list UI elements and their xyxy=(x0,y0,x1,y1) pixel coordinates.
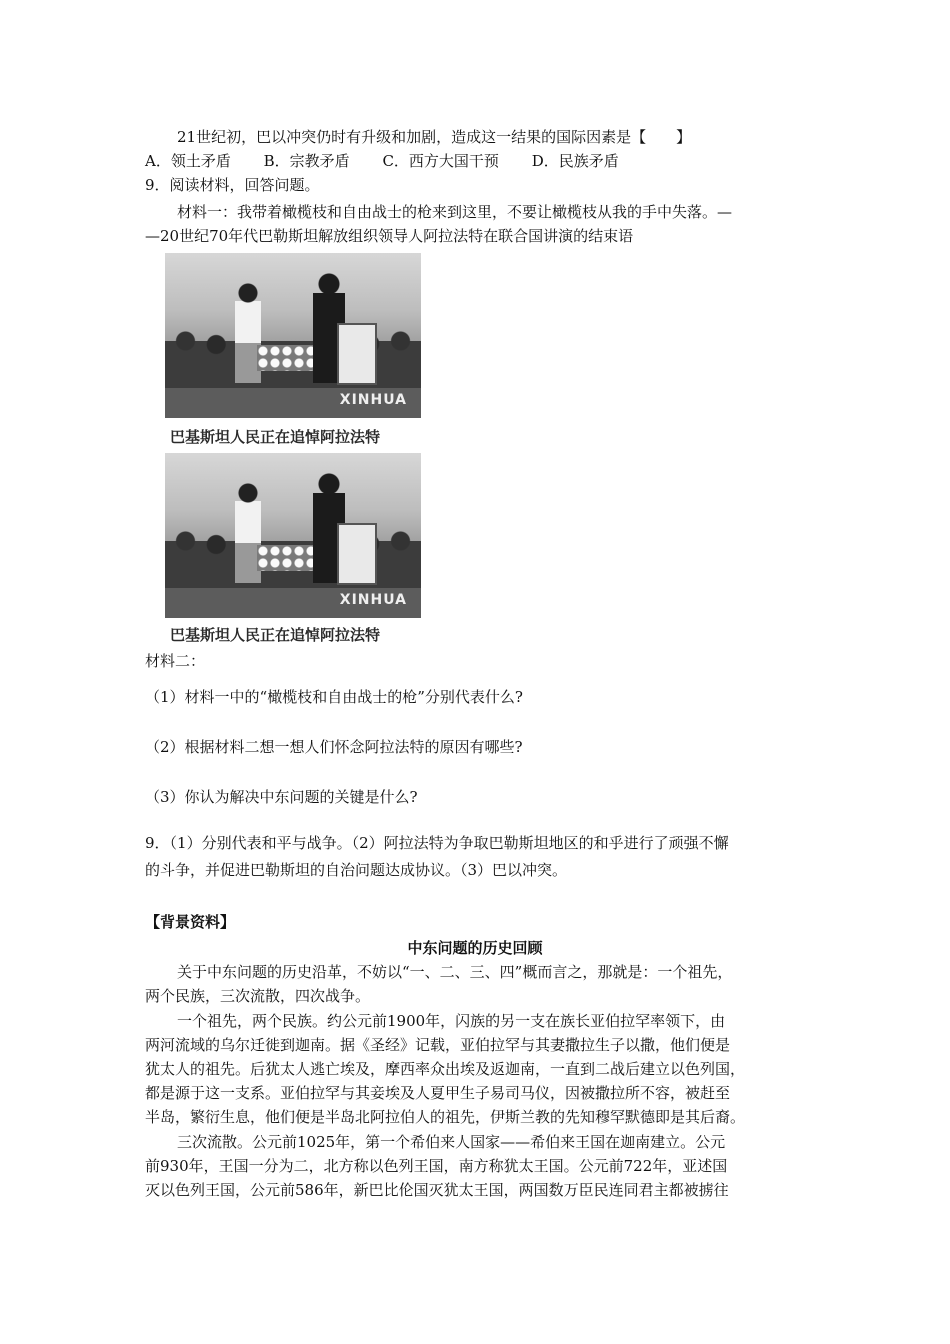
question8-options xyxy=(145,150,619,172)
background-para-line: 两个民族，三次流散，四次战争。 xyxy=(145,987,371,1005)
photo-watermark: XINHUA xyxy=(339,392,407,408)
photo-caption-2: 巴基斯坦人民正在追悼阿拉法特 xyxy=(170,626,381,644)
material2-label: 材料二： xyxy=(145,652,206,670)
background-para-line: 两河流域的乌尔迁徙到迦南。据《圣经》记载，亚伯拉罕与其妻撒拉生子以撒，他们便是 xyxy=(145,1036,731,1054)
option-d: D．民族矛盾 xyxy=(531,152,619,170)
photo-caption-1: 巴基斯坦人民正在追悼阿拉法特 xyxy=(170,428,381,446)
option-a: A．领土矛盾 xyxy=(145,152,231,170)
sub-question-2: （2）根据材料二想一想人们怀念阿拉法特的原因有哪些? xyxy=(145,738,523,756)
background-para-line: 犹太人的祖先。后犹太人逃亡埃及，摩西率众出埃及返迦南，一直到二战后建立以色列国， xyxy=(145,1060,746,1078)
photo-watermark: XINHUA xyxy=(339,592,407,608)
background-para-line: 三次流散。公元前1025年，第一个希伯来人国家——希伯来王国在迦南建立。公元 xyxy=(177,1133,726,1151)
background-para-line: 关于中东问题的历史沿革，不妨以“一、二、三、四”概而言之，那就是：一个祖先， xyxy=(177,963,733,981)
background-para-line: 都是源于这一支系。亚伯拉罕与其妾埃及人夏甲生子易司马仪，因被撒拉所不容，被赶至 xyxy=(145,1084,731,1102)
option-b: B．宗教矛盾 xyxy=(263,152,350,170)
background-para-line: 半岛，繁衍生息，他们便是半岛北阿拉伯人的祖先，伊斯兰教的先知穆罕默德即是其后裔。 xyxy=(145,1108,746,1126)
memorial-photo-1 xyxy=(165,253,421,418)
memorial-photo-2 xyxy=(165,453,421,618)
question8-stem: 21世纪初，巴以冲突仍时有升级和加剧，造成这一结果的国际因素是【 】 xyxy=(177,128,692,146)
background-para-line: 灭以色列王国，公元前586年，新巴比伦国灭犹太王国，两国数万臣民连同君主都被掳往 xyxy=(145,1181,729,1199)
option-c: C．西方大国干预 xyxy=(382,152,499,170)
background-label: 【背景资料】 xyxy=(145,913,236,931)
answer-line1: 9．（1）分别代表和平与战争。（2）阿拉法特为争取巴勒斯坦地区的和乎进行了顽强不懈 xyxy=(145,834,729,852)
answer-line2: 的斗争，并促进巴勒斯坦的自治问题达成协议。（3）巴以冲突。 xyxy=(145,861,568,879)
material1-line1: 材料一：我带着橄榄枝和自由战士的枪来到这里，不要让橄榄枝从我的手中失落。— xyxy=(177,203,733,221)
sub-question-1: （1）材料一中的“橄榄枝和自由战士的枪”分别代表什么? xyxy=(145,688,523,706)
material1-line2: —20世纪70年代巴勒斯坦解放组织领导人阿拉法特在联合国讲演的结束语 xyxy=(145,227,634,245)
background-title: 中东问题的历史回顾 xyxy=(407,939,543,957)
background-para-line: 一个祖先，两个民族。约公元前1900年，闪族的另一支在族长亚伯拉罕率领下，由 xyxy=(177,1012,726,1030)
question9-heading: 9．阅读材料，回答问题。 xyxy=(145,176,320,194)
background-para-line: 前930年，王国一分为二，北方称以色列王国，南方称犹太王国。公元前722年，亚述国 xyxy=(145,1157,728,1175)
sub-question-3: （3）你认为解决中东问题的关键是什么? xyxy=(145,788,418,806)
